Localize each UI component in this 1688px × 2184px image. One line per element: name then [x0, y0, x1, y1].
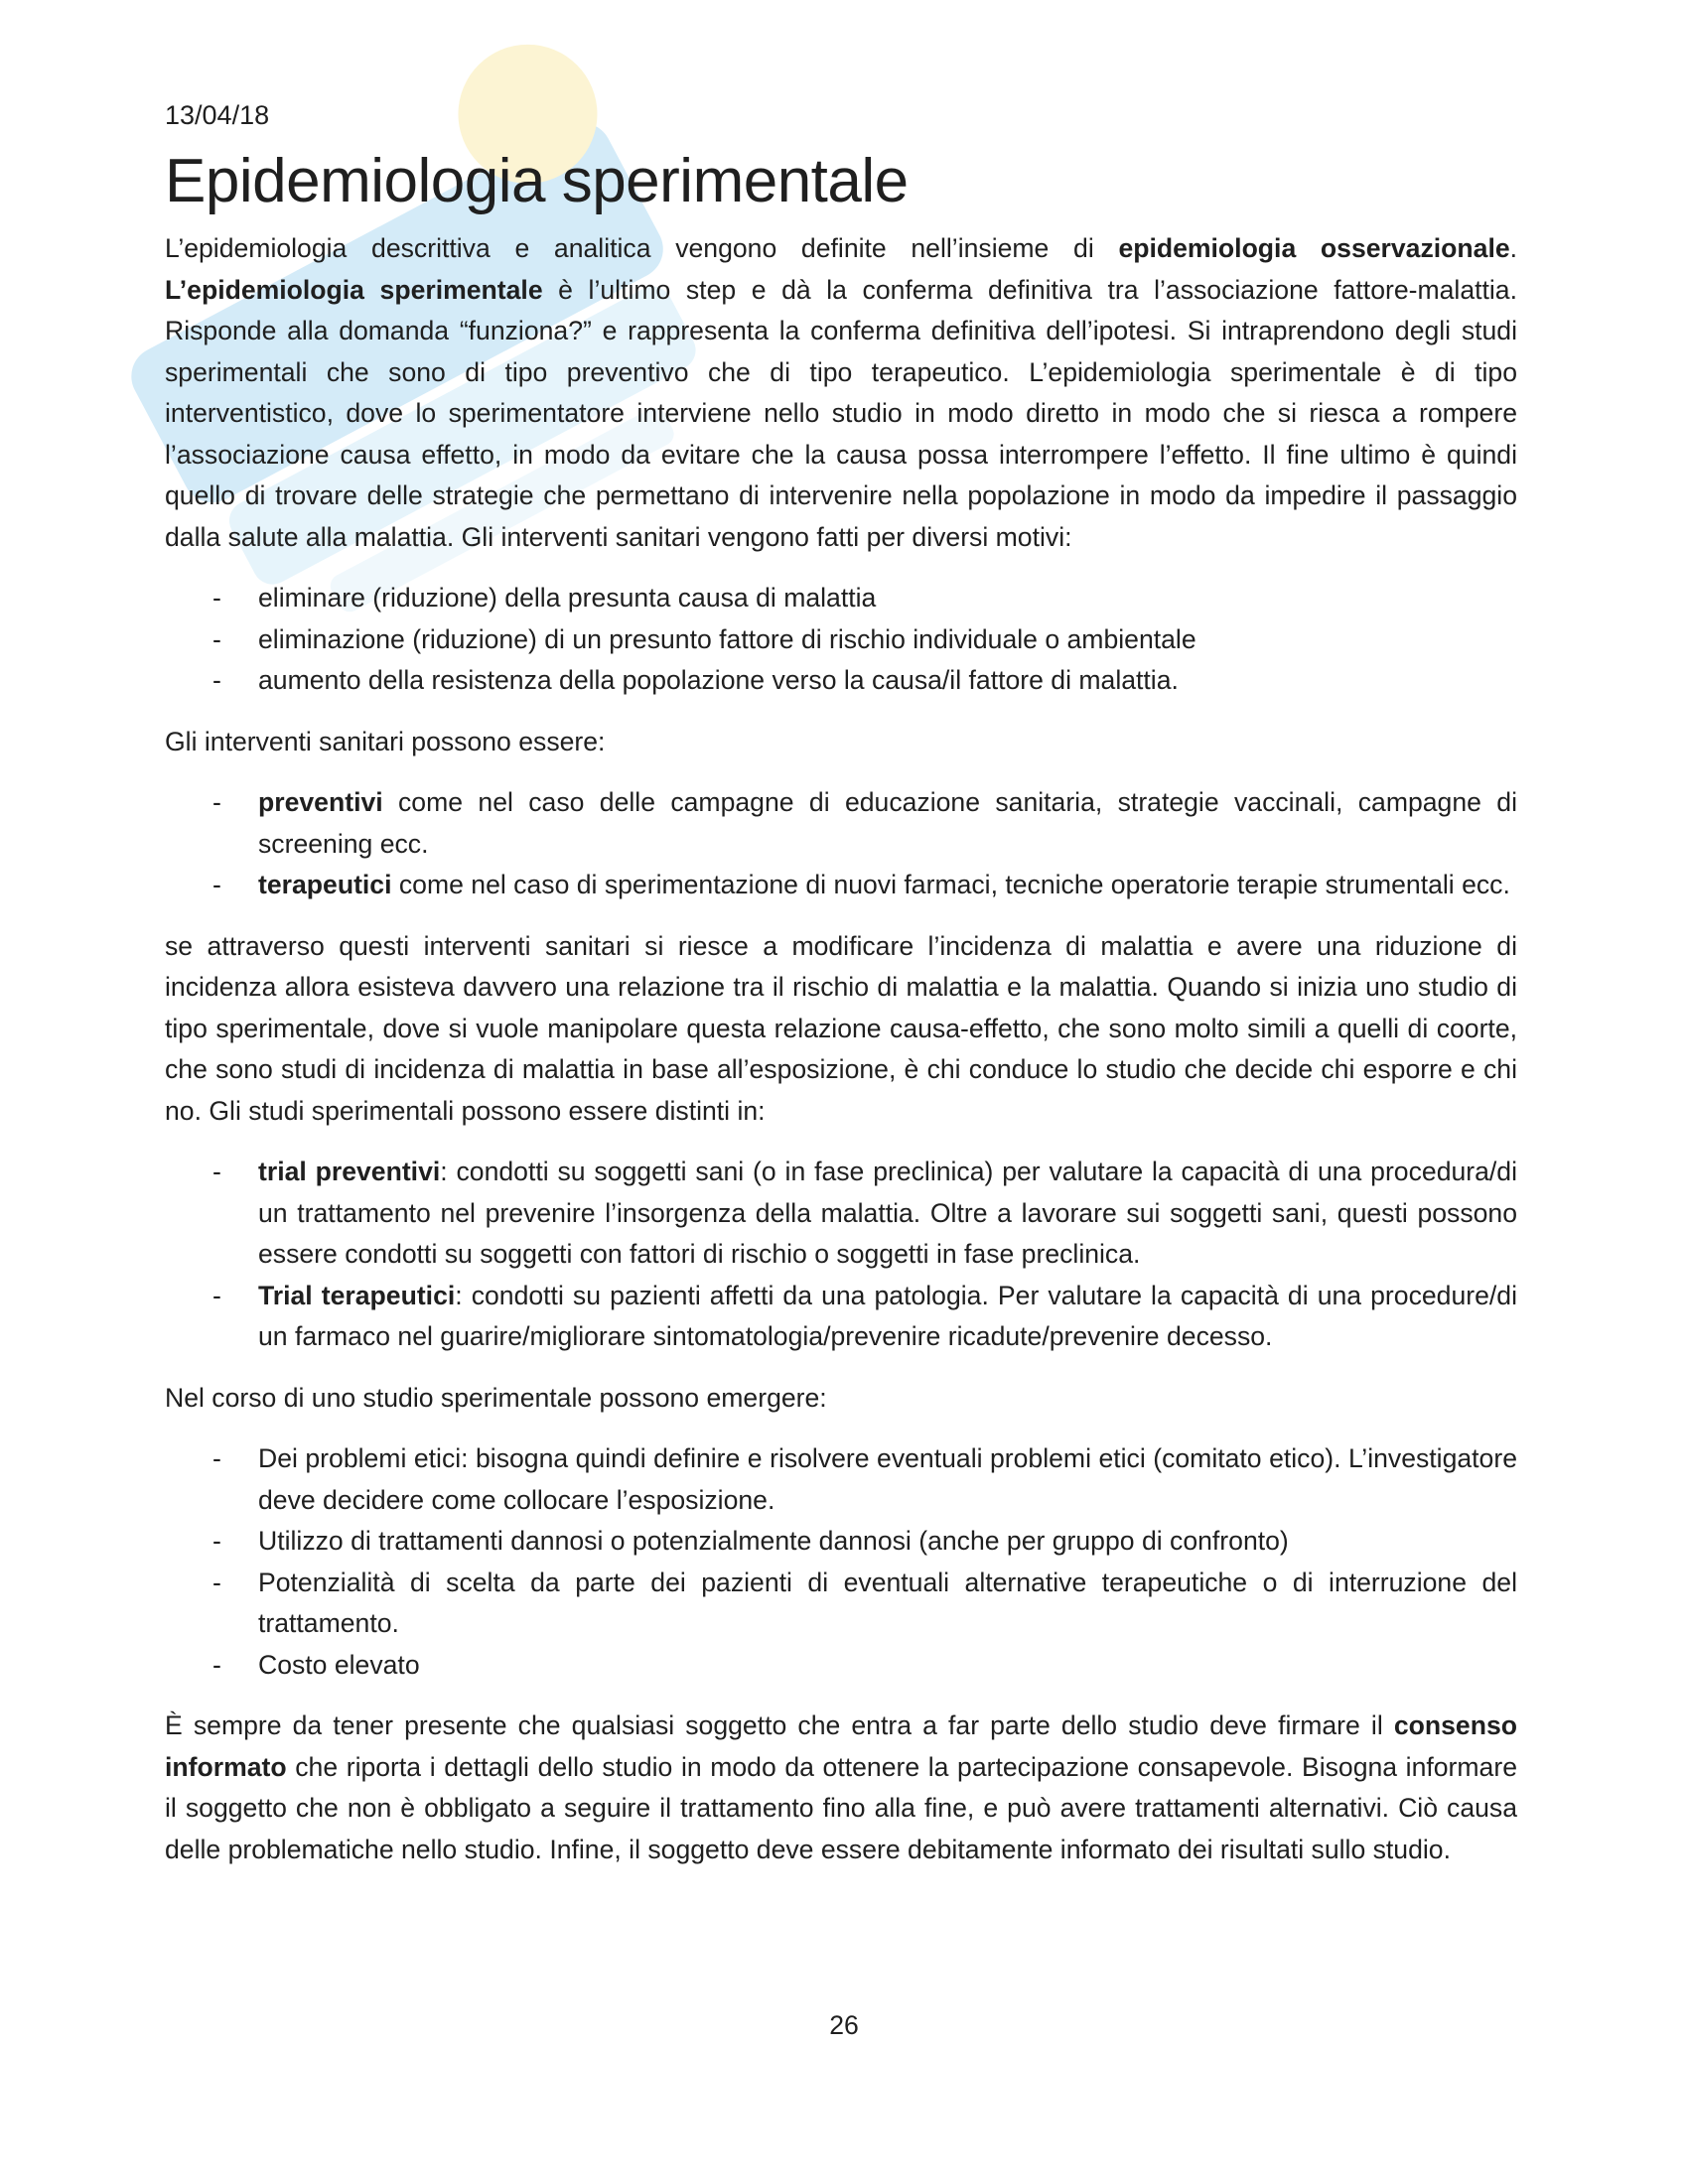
list-item: - trial preventivi: condotti su soggetti sani (o in fase preclinica) per valutare la capacità di una procedura/di un trattamento nel prevenire l’insorgenza della malattia. Oltre a lavorare sui soggetti sani, questi possono essere condotti su soggetti con fattori di rischio o soggetti in fase preclinica. [212, 1157, 1518, 1269]
list-item: - aumento della resistenza della popolazione verso la causa/il fattore di malattia. [212, 665, 1179, 695]
list-item: - eliminazione (riduzione) di un presunto fattore di rischio individuale o ambientale [212, 623, 1196, 654]
list-item: - Potenzialità di scelta da parte dei pazienti di eventuali alternative terapeutiche o di interruzione del trattamento. [212, 1567, 1517, 1638]
motives-list [165, 578, 1517, 702]
header-date: 13/04/18 [165, 100, 270, 130]
interventions-intro: Gli interventi sanitari possono essere: [165, 726, 606, 756]
list-item: - Costo elevato [212, 1649, 420, 1680]
problems-intro: Nel corso di uno studio sperimentale possono emergere: [165, 1382, 827, 1413]
page-number: 26 [829, 2010, 859, 2040]
list-item: - Dei problemi etici: bisogna quindi definire e risolvere eventuali problemi etici (comitato etico). L’investigatore deve decidere come collocare l’esposizione. [212, 1443, 1517, 1515]
interventions-list [165, 782, 1517, 906]
list-item: - preventivi come nel caso delle campagne di educazione sanitaria, strategie vaccinali, campagne di screening ecc. [212, 787, 1517, 859]
study-paragraph: se attraverso questi interventi sanitari si riesce a modificare l’incidenza di malattia e avere una riduzione di incidenza allora esisteva davvero una relazione tra il rischio di malattia e la malattia. Quando si inizia uno studio di tipo sperimentale, dove si vuole manipolare questa relazione causa-effetto, che sono molto simili a quelli di coorte, che sono studi di incidenza di malattia in base all’esposizione, è chi conduce lo studio che decide chi esporre e chi no. Gli studi sperimentali possono essere distinti in: [165, 930, 1517, 1126]
document-page [165, 95, 1517, 1870]
problems-list [165, 1438, 1517, 1686]
list-item: - eliminare (riduzione) della presunta causa di malattia [212, 583, 877, 613]
list-item: - Utilizzo di trattamenti dannosi o potenzialmente dannosi (anche per gruppo di confronto) [212, 1526, 1289, 1556]
list-item: - terapeutici come nel caso di sperimentazione di nuovi farmaci, tecniche operatorie terapie strumentali ecc. [212, 870, 1510, 899]
trials-list [165, 1152, 1517, 1358]
list-item: - Trial terapeutici: condotti su pazienti affetti da una patologia. Per valutare la capacità di una procedure/di un farmaco nel guarire/migliorare sintomatologia/prevenire ricadute/prevenire decesso. [212, 1280, 1517, 1351]
term-epidemiologia-sperimentale: L’epidemiologia sperimentale [165, 274, 543, 305]
term-consenso-informato: consenso informato [165, 1710, 1517, 1782]
consent-paragraph: È sempre da tener presente che qualsiasi soggetto che entra a far parte dello studio deve firmare il consenso informato che riporta i dettagli dello studio in modo da ottenere la partecipazione consapevole. Bisogna informare il soggetto che non è obbligato a seguire il trattamento fino alla fine, e può avere trattamenti alternativi. Ciò causa delle problematiche nello studio. Infine, il soggetto deve essere debitamente informato dei risultati sullo studio. [165, 1710, 1517, 1864]
intro-paragraph: L’epidemiologia descrittiva e analitica vengono definite nell’insieme di epidemiologia osservazionale. L’epidemiologia sperimentale è l’ultimo step e dà la conferma definitiva tra l’associazione fattore-malattia. Risponde alla domanda “funziona?” e rappresenta la conferma definitiva dell’ipotesi. Si intraprendono degli studi sperimentali che sono di tipo preventivo che di tipo terapeutico. L’epidemiologia sperimentale è di tipo interventistico, dove lo sperimentatore interviene nello studio in modo diretto in modo che si riesca a rompere l’associazione causa effetto, in modo da evitare che la causa possa interrompere l’effetto. Il fine ultimo è quindi quello di trovare delle strategie che permettano di intervenire nella popolazione in modo da impedire il passaggio dalla salute alla malattia. Gli interventi sanitari vengono fatti per diversi motivi: [165, 233, 1518, 552]
page-title: Epidemiologia sperimentale [165, 147, 909, 215]
term-epidemiologia-osservazionale: epidemiologia osservazionale [1118, 233, 1510, 263]
